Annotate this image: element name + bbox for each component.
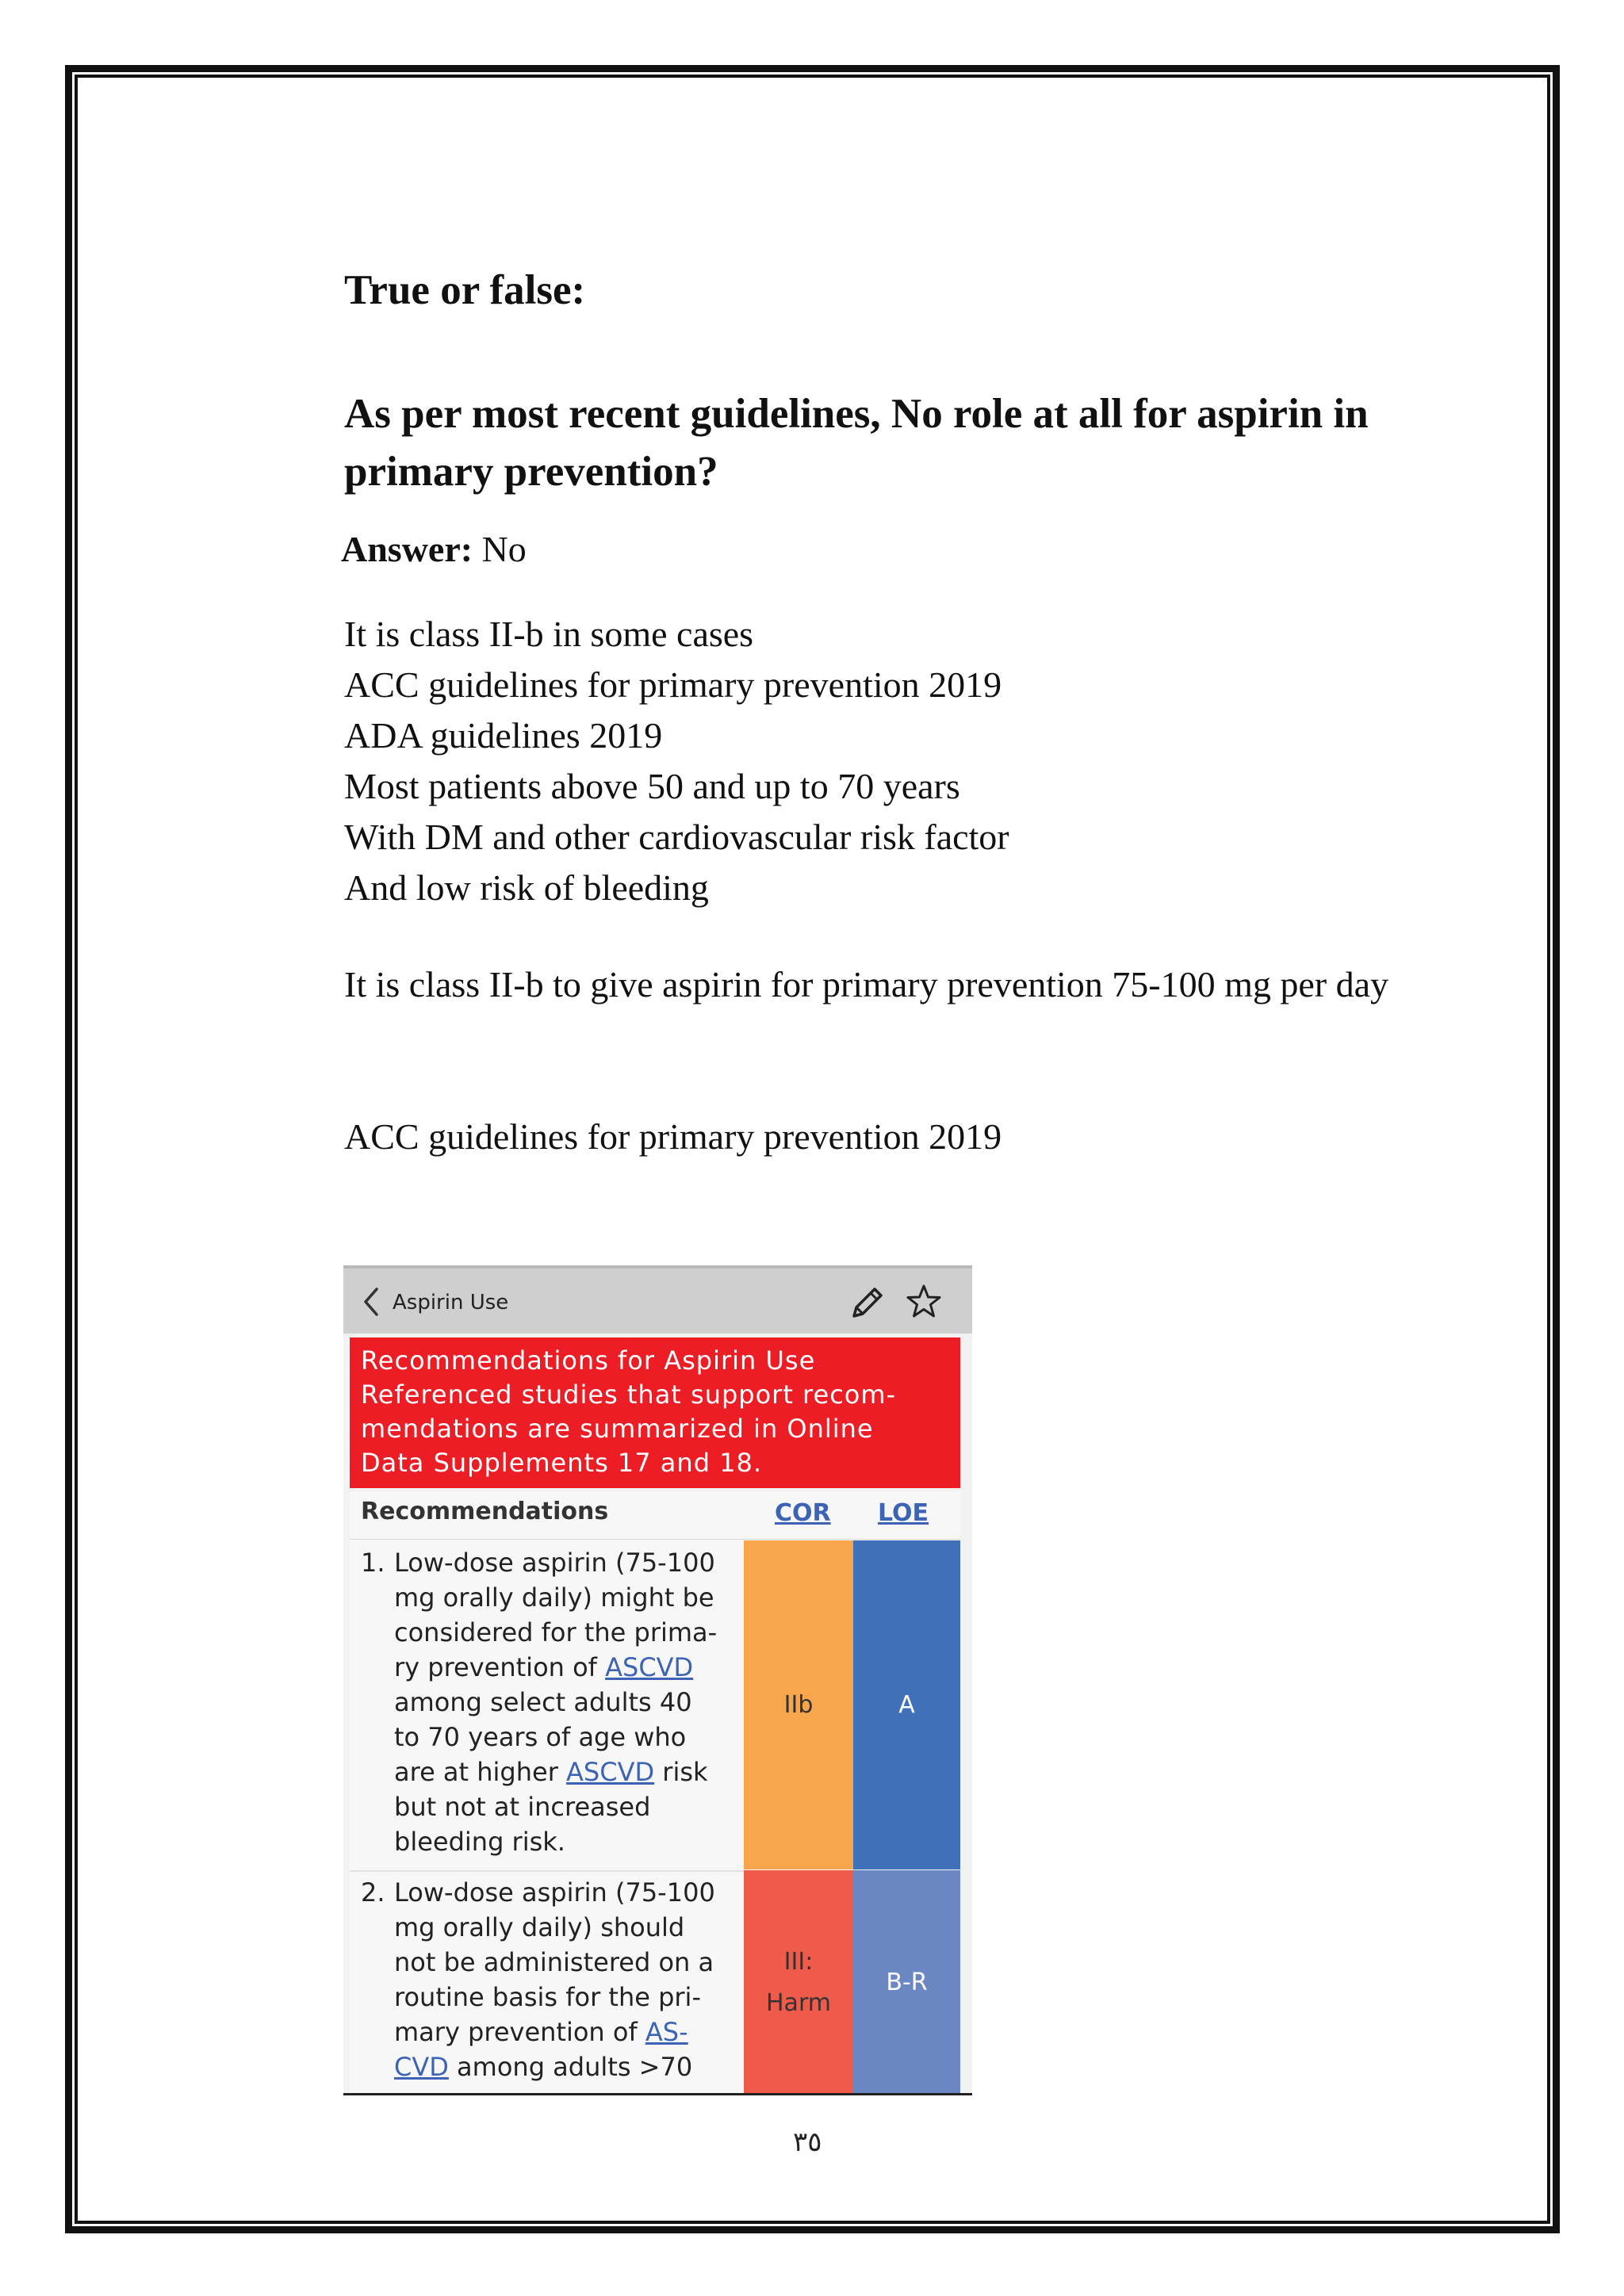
rec-line-text: risk — [654, 1757, 708, 1787]
row1-loe-cell — [853, 1540, 960, 1869]
rec-line: Low-dose aspirin (75-100 — [394, 1877, 715, 1908]
ascvd-link[interactable]: ASCVD — [566, 1757, 655, 1787]
question-title: True or false: — [344, 267, 586, 313]
explanation-lines — [344, 609, 1009, 913]
rec-line-text: are at higher — [394, 1757, 567, 1787]
row2-cor-line1: III: — [783, 1947, 814, 1976]
rec-line: routine basis for the pri- — [394, 1982, 701, 2012]
screenshot-bottom-edge — [343, 2093, 972, 2095]
row2-number: 2. — [361, 1877, 385, 1908]
explanation-line: ACC guidelines for primary prevention 2019 — [344, 664, 1002, 705]
app-header-title: Aspirin Use — [393, 1291, 509, 1314]
rec-line-text: ry prevention of — [394, 1652, 606, 1682]
star-icon[interactable] — [905, 1283, 943, 1321]
rec-line: among select adults 40 — [394, 1687, 692, 1717]
row2-loe-cell — [853, 1870, 960, 2095]
row2-cor-cell — [744, 1870, 853, 2095]
rec-line: bleeding risk. — [394, 1827, 565, 1857]
answer-label: Answer: — [341, 529, 473, 569]
rec-line: to 70 years of age who — [394, 1722, 687, 1752]
row2-cor-line2: Harm — [766, 1988, 831, 2017]
banner-line: Data Supplements 17 and 18. — [361, 1448, 763, 1478]
row2-loe-value: B-R — [886, 1968, 928, 1996]
ascvd-link[interactable]: AS- — [645, 2017, 688, 2047]
rec-line-text: mary prevention of — [394, 2017, 645, 2047]
banner-line: mendations are summarized in Online — [361, 1414, 874, 1444]
rec-line-text: among adults >70 — [448, 2052, 693, 2082]
header-loe-link[interactable]: LOE — [878, 1499, 929, 1527]
rec-line: but not at increased — [394, 1792, 651, 1822]
explanation-line: It is class II-b in some cases — [344, 614, 754, 654]
explanation-line: With DM and other cardiovascular risk factor — [344, 817, 1009, 857]
page-number: ٣٥ — [793, 2126, 822, 2158]
explanation-line: And low risk of bleeding — [344, 867, 709, 908]
row2-recommendation — [361, 1875, 741, 2095]
rec-line: mg orally daily) might be — [394, 1582, 714, 1613]
row1-number: 1. — [361, 1548, 385, 1578]
header-divider — [350, 1539, 960, 1540]
row1-recommendation — [361, 1545, 741, 1870]
row1-cor-cell — [744, 1540, 853, 1869]
question-text: As per most recent guidelines, No role at all for aspirin in primary prevention? — [344, 391, 1369, 495]
ascvd-link[interactable]: ASCVD — [605, 1652, 694, 1682]
guideline-app-screenshot — [343, 1265, 972, 2095]
ascvd-link[interactable]: CVD — [394, 2052, 449, 2082]
rec-line — [394, 1755, 717, 1789]
explanation-line: ADA guidelines 2019 — [344, 715, 663, 756]
banner-line: Referenced studies that support recom- — [361, 1380, 897, 1410]
explanation-line: Most patients above 50 and up to 70 years — [344, 766, 960, 806]
recommendations-banner — [350, 1337, 960, 1488]
pencil-icon[interactable] — [848, 1283, 887, 1322]
explanation-paragraph-source: ACC guidelines for primary prevention 2019 — [344, 1116, 1002, 1157]
rec-line: considered for the prima- — [394, 1617, 718, 1647]
answer-value: No — [481, 529, 527, 569]
rec-line — [394, 1650, 717, 1685]
answer — [341, 528, 527, 570]
banner-line: Recommendations for Aspirin Use — [361, 1345, 816, 1376]
header-recommendations: Recommendations — [361, 1498, 609, 1525]
explanation-paragraph-dose: It is class II-b to give aspirin for primary prevention 75-100 mg per day — [344, 964, 1389, 1004]
header-cor-link[interactable]: COR — [775, 1499, 831, 1527]
app-header-bar — [343, 1265, 972, 1334]
rec-line: Low-dose aspirin (75-100 — [394, 1548, 715, 1578]
rec-line: not be administered on a — [394, 1947, 714, 1977]
row-divider — [350, 1870, 744, 1872]
recommendations-table — [350, 1491, 960, 2095]
rec-line — [394, 2015, 715, 2049]
back-chevron-icon[interactable] — [358, 1286, 386, 1318]
row1-loe-value: A — [898, 1690, 915, 1719]
rec-line — [394, 2049, 715, 2084]
row1-cor-value: IIb — [783, 1690, 814, 1719]
rec-line: mg orally daily) should — [394, 1912, 685, 1942]
